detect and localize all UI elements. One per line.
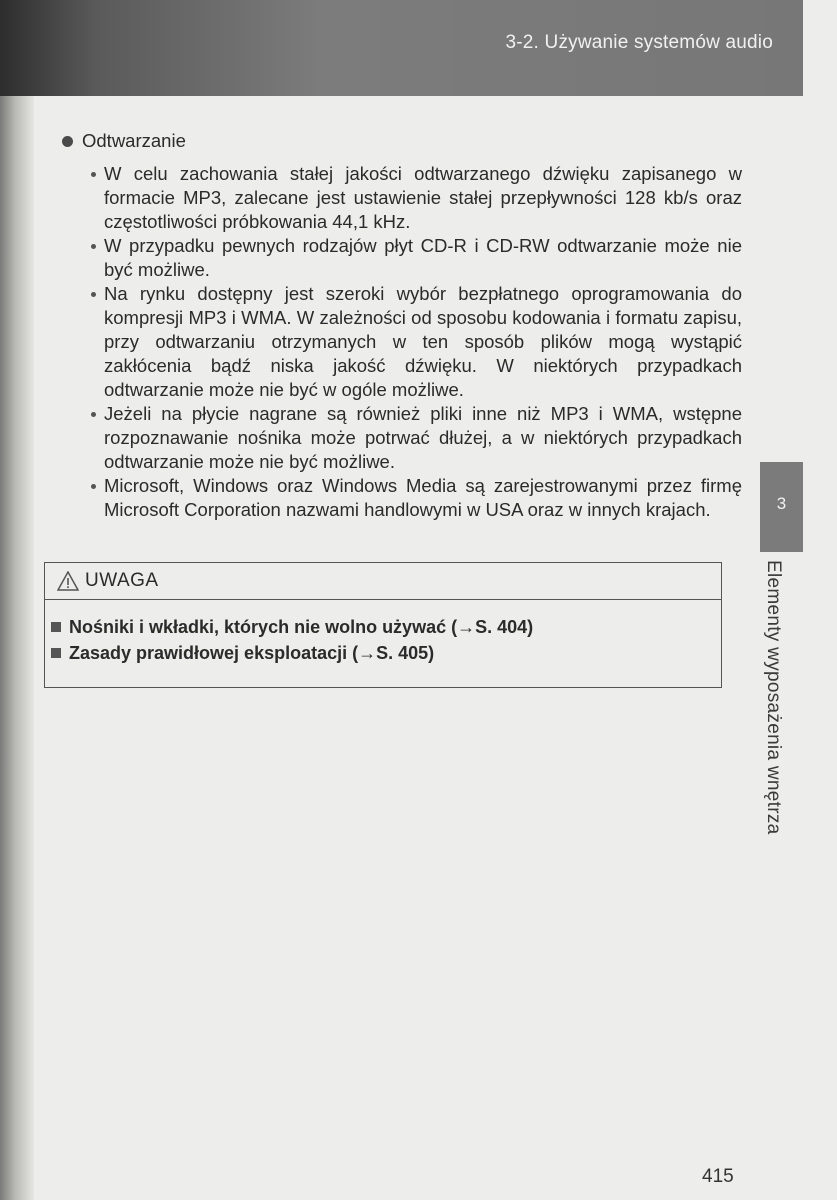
- chapter-side-label-text: Elementy wyposażenia wnętrza: [763, 560, 784, 835]
- chapter-tab-number: 3: [776, 494, 787, 513]
- list-item: W celu zachowania stałej jakości odtwarzanego dźwięku zapisanego w formacie MP3, zalecane jest ustawienie stałej przepływności 128 kb/s oraz częstotliwości próbkowania 44,1 kHz.: [90, 162, 742, 234]
- list-item: Jeżeli na płycie nagrane są również pliki inne niż MP3 i WMA, wstępne rozpoznawanie nośnika może potrwać dłużej, a w niektórych przypadkach odtwarzanie może nie być możliwe.: [90, 402, 742, 474]
- warning-triangle-icon: [57, 571, 79, 591]
- notice-box: [44, 562, 722, 688]
- chapter-tab: [760, 462, 803, 552]
- notice-title: UWAGA: [85, 570, 159, 591]
- notice-line-text: Zasady prawidłowej eksploatacji (→S. 405): [69, 642, 435, 663]
- section-heading-text: Odtwarzanie: [82, 130, 186, 151]
- square-bullet-icon: [51, 622, 61, 632]
- notice-header: [45, 563, 721, 600]
- notice-line: [51, 640, 721, 666]
- section-item-list: [90, 162, 742, 522]
- page-number: 415: [702, 1166, 734, 1187]
- notice-line-text: Nośniki i wkładki, których nie wolno używać (→S. 404): [69, 616, 534, 637]
- square-bullet-icon: [51, 648, 61, 658]
- notice-line: [51, 614, 721, 640]
- page-edge-shadow: [0, 0, 34, 1200]
- list-item: Na rynku dostępny jest szeroki wybór bezpłatnego oprogramowania do kompresji MP3 i WMA. W zależności od sposobu kodowania i formatu zapisu, przy odtwarzaniu otrzymanych w ten sposób plików mogą wystąpić zakłócenia bądź niska jakość dźwięku. W niektórych przypadkach odtwarzanie może nie być w ogóle możliwe.: [90, 282, 742, 402]
- section-heading: [62, 128, 742, 154]
- chapter-title: 3-2. Używanie systemów audio: [505, 32, 773, 53]
- chapter-header-bar: [0, 0, 803, 96]
- bullet-icon: [62, 136, 73, 147]
- main-content: [62, 128, 742, 522]
- list-item: Microsoft, Windows oraz Windows Media są zarejestrowanymi przez firmę Microsoft Corporation nazwami handlowymi w USA oraz w innych krajach.: [90, 474, 742, 522]
- notice-lines: [45, 600, 721, 666]
- list-item: W przypadku pewnych rodzajów płyt CD-R i CD-RW odtwarzanie może nie być możliwe.: [90, 234, 742, 282]
